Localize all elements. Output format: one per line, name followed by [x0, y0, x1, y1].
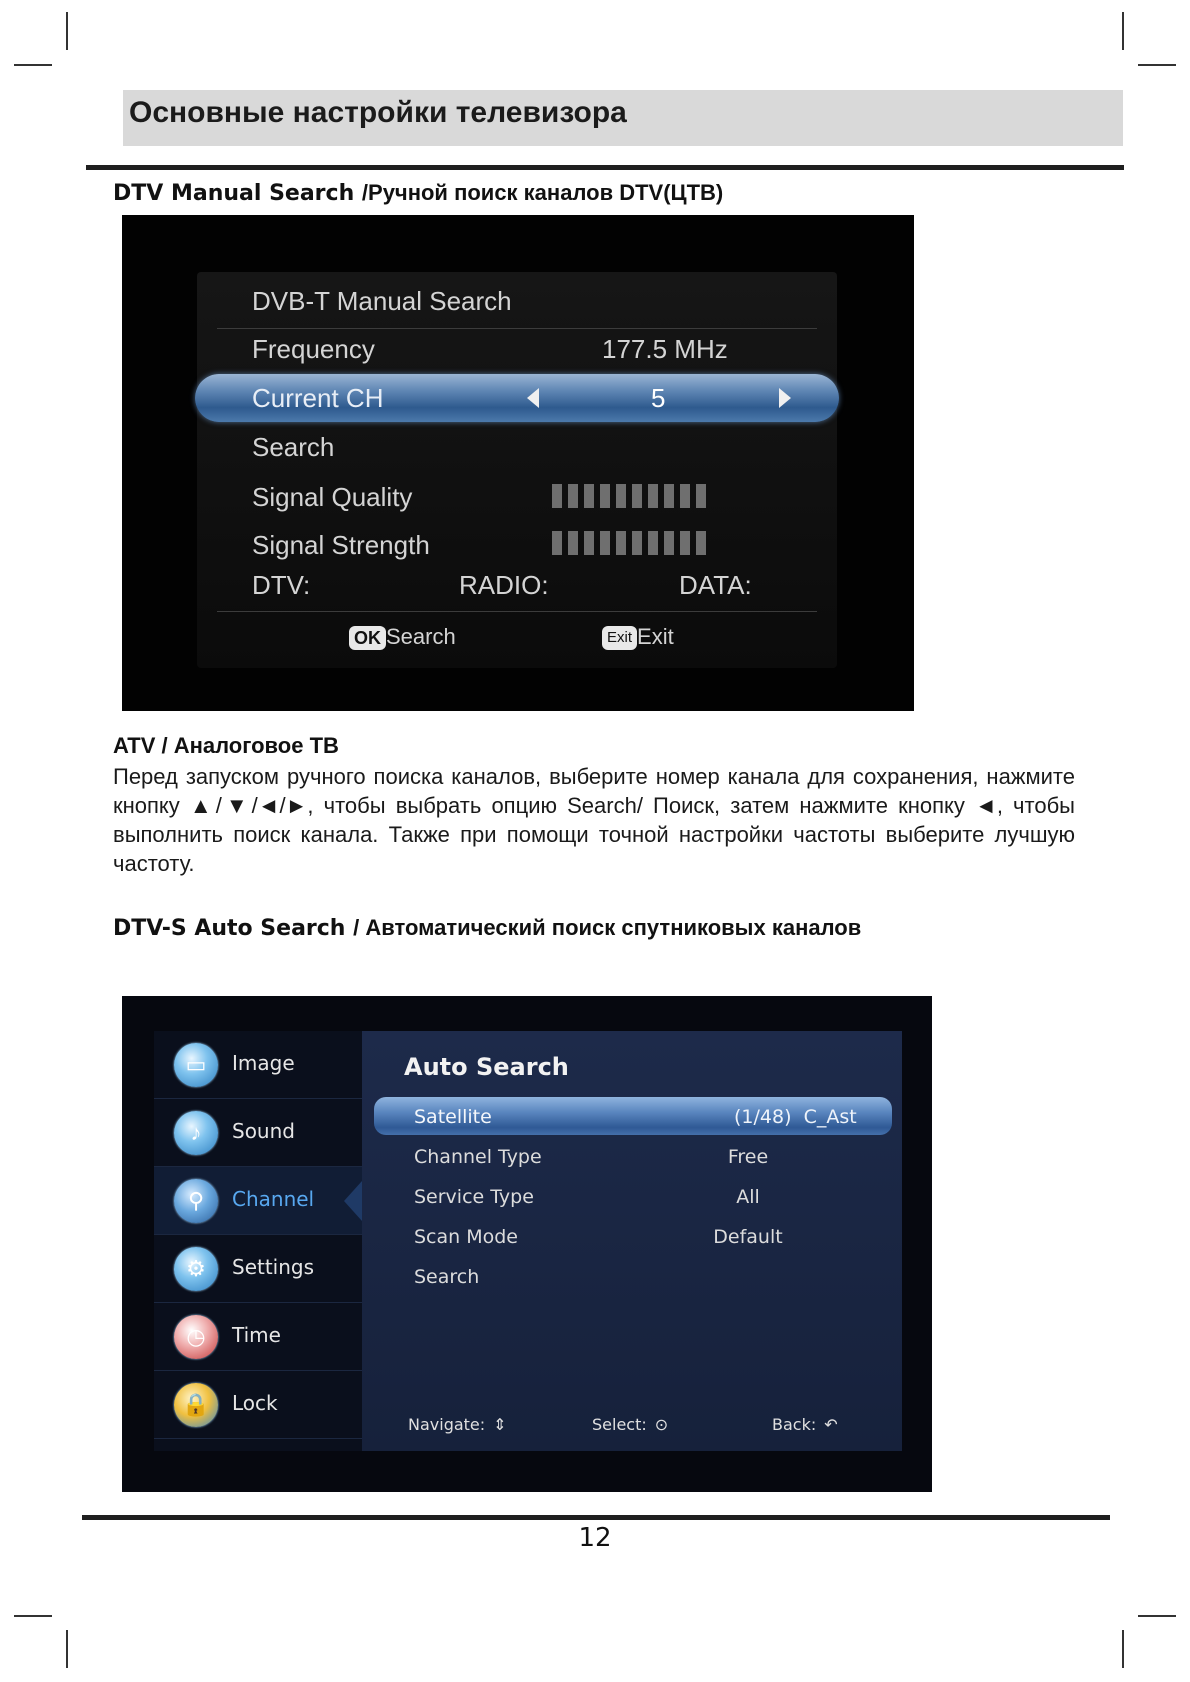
data-count-label: DATA: [679, 570, 752, 600]
sidebar-item-time[interactable] [154, 1303, 362, 1371]
footer-rule [82, 1515, 1110, 1520]
signal-segment [552, 531, 562, 555]
signal-strength-meter [552, 531, 706, 555]
sidebar-item-label: Lock [232, 1391, 278, 1415]
dtvs-title-en: DTV-S Auto Search [113, 916, 346, 941]
select-label: Select: [592, 1415, 647, 1434]
exit-key-icon: Exit [602, 626, 637, 650]
signal-segment [696, 531, 706, 555]
settings-sidebar [154, 1031, 362, 1451]
panel-title: DVB-T Manual Search [252, 286, 512, 316]
signal-segment [632, 484, 642, 508]
scan-mode-row[interactable]: Scan Mode Default [414, 1226, 783, 1248]
signal-strength-label: Signal Strength [252, 530, 430, 560]
navigate-label: Navigate: [408, 1415, 486, 1434]
arrow-right-icon[interactable] [779, 388, 791, 408]
navigate-hint [408, 1415, 507, 1434]
radio-count-label: RADIO: [459, 570, 549, 600]
signal-segment [600, 531, 610, 555]
signal-segment [600, 484, 610, 508]
dtv-manual-search-screenshot [122, 215, 914, 711]
dtv-title-ru: /Ручной поиск каналов DTV(ЦТВ) [361, 180, 724, 205]
signal-segment [616, 484, 626, 508]
crop-mark [1138, 1615, 1176, 1617]
sidebar-item-sound[interactable] [154, 1099, 362, 1167]
signal-segment [568, 484, 578, 508]
dtvs-auto-search-screenshot [122, 996, 932, 1492]
frequency-label: Frequency [252, 334, 375, 364]
ok-key-icon: OK [349, 626, 386, 650]
satellite-label: Satellite [414, 1106, 492, 1128]
dtvs-section-title [113, 915, 861, 941]
signal-segment [552, 484, 562, 508]
divider [217, 328, 817, 329]
signal-segment [584, 531, 594, 555]
sidebar-item-settings[interactable] [154, 1235, 362, 1303]
header-rule [86, 165, 1124, 170]
channel-type-label: Channel Type [414, 1146, 542, 1168]
active-pointer [344, 1181, 362, 1221]
settings-icon: ⚙ [174, 1247, 218, 1291]
sidebar-item-label: Time [232, 1323, 281, 1347]
arrow-left-icon[interactable] [527, 388, 539, 408]
divider [217, 611, 817, 612]
frequency-value: 177.5 MHz [602, 334, 728, 364]
search-option[interactable]: Search [252, 432, 335, 462]
signal-segment [680, 484, 690, 508]
up-down-icon: ⇕ [493, 1415, 507, 1434]
sidebar-item-channel[interactable] [154, 1167, 362, 1235]
page-header [123, 90, 1123, 146]
search-label: Search [414, 1266, 480, 1288]
back-hint [772, 1415, 838, 1434]
signal-quality-meter [552, 484, 706, 508]
page-title: Основные настройки телевизора [129, 96, 627, 129]
exit-hint[interactable] [602, 624, 674, 650]
ok-hint-label: Search [386, 624, 456, 649]
exit-hint-label: Exit [637, 624, 674, 649]
ok-circle-icon: ⊙ [654, 1415, 669, 1434]
auto-search-panel [362, 1031, 902, 1451]
sidebar-item-lock[interactable] [154, 1371, 362, 1439]
atv-section-title: ATV / Аналоговое ТВ [113, 733, 339, 758]
scan-mode-label: Scan Mode [414, 1226, 518, 1248]
current-ch-label: Current CH [252, 383, 384, 413]
sidebar-item-label: Image [232, 1051, 295, 1075]
image-icon: ▭ [174, 1043, 218, 1087]
signal-segment [648, 484, 658, 508]
lock-icon: 🔒 [174, 1383, 218, 1427]
page-number: 12 [578, 1523, 612, 1553]
satellite-row[interactable]: Satellite (1/48) C_Ast [414, 1106, 857, 1128]
signal-segment [568, 531, 578, 555]
sidebar-item-label: Sound [232, 1119, 295, 1143]
signal-segment [584, 484, 594, 508]
service-type-label: Service Type [414, 1186, 534, 1208]
dtv-count-label: DTV: [252, 570, 311, 600]
signal-segment [680, 531, 690, 555]
dtv-title-en: DTV Manual Search [113, 181, 355, 206]
signal-segment [616, 531, 626, 555]
clock-icon: ◷ [174, 1315, 218, 1359]
satellite-icon: ⚲ [174, 1179, 218, 1223]
sound-icon: ♪ [174, 1111, 218, 1155]
crop-mark [1122, 1630, 1124, 1668]
dtvs-title-ru: / Автоматический поиск спутниковых каналов [353, 915, 862, 940]
crop-mark [1138, 64, 1176, 66]
crop-mark [1122, 12, 1124, 50]
signal-segment [664, 531, 674, 555]
crop-mark [14, 1615, 52, 1617]
dtv-manual-search-panel [197, 272, 837, 668]
signal-segment [664, 484, 674, 508]
channel-type-row[interactable]: Channel Type Free [414, 1146, 769, 1168]
atv-paragraph: Перед запуском ручного поиска каналов, выберите номер канала для сохранения, нажмите кнопку ▲/▼/◄/►, чтобы выбрать опцию Search/ Поиск, затем нажмите кнопку ◄, чтобы выполнить поиск канала. Также при помощи точной настройки частоты выберите лучшую частоту. [113, 764, 1075, 876]
crop-mark [66, 12, 68, 50]
sidebar-item-image[interactable] [154, 1031, 362, 1099]
crop-mark [66, 1630, 68, 1668]
signal-segment [648, 531, 658, 555]
back-arrow-icon: ↶ [824, 1415, 838, 1434]
back-label: Back: [772, 1415, 817, 1434]
ok-hint[interactable] [349, 624, 456, 650]
dtv-section-title [113, 180, 723, 206]
signal-segment [632, 531, 642, 555]
select-hint [592, 1415, 668, 1434]
sidebar-item-label: Settings [232, 1255, 315, 1279]
search-row[interactable] [362, 1257, 902, 1297]
current-ch-value: 5 [651, 383, 666, 413]
auto-search-title: Auto Search [404, 1053, 569, 1081]
signal-quality-label: Signal Quality [252, 482, 413, 512]
crop-mark [14, 64, 52, 66]
signal-segment [696, 484, 706, 508]
service-type-row[interactable]: Service Type All [414, 1186, 760, 1208]
sidebar-item-label: Channel [232, 1187, 315, 1211]
